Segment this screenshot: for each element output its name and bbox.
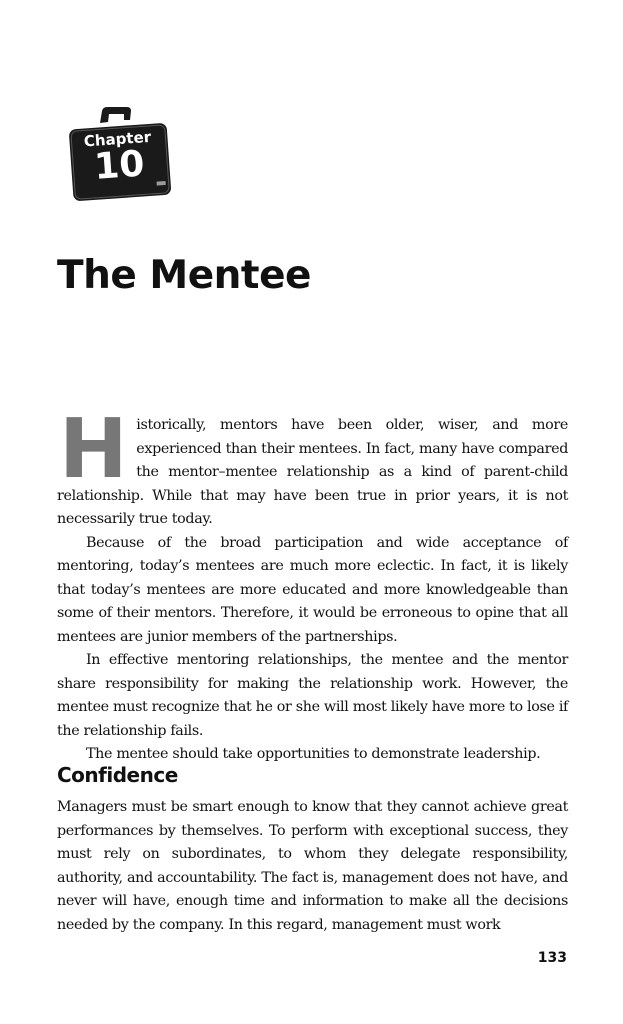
badge-chapter-number: 10 <box>92 143 146 188</box>
intro-paragraph-3: In effective mentoring relationships, the mentee and the mentor share responsibility for making the relationship work. However, the mentee must recognize that he or she will most likely have more to lose if the relationship fails. <box>57 652 568 739</box>
badge-chapter-word: Chapter <box>83 127 152 151</box>
dropcap-letter: H <box>59 402 128 497</box>
intro-paragraph-1-text: istorically, mentors have been older, wiser, and more experienced than their mentees. In fact, many have compared the mentor–mentee relationship as a kind of parent-child relationship. While that may have been true in prior years, it is not necessarily true today. <box>57 417 568 527</box>
section-paragraph-1: Managers must be smart enough to know that they cannot achieve great performances by themselves. To perform with exceptional success, they must rely on subordinates, to whom they delegate responsibility, authority, and accountability. The fact is, management does not have, and never will have, enough time and information to make all the decisions needed by the company. In this regard, management must work <box>57 799 568 933</box>
chapter-title: The Mentee <box>57 253 311 298</box>
page-number: 133 <box>537 950 567 966</box>
intro-text <box>57 402 568 767</box>
intro-paragraph-2: Because of the broad participation and wide acceptance of mentoring, today’s mentees are much more eclectic. In fact, it is likely that today’s mentees are more educated and more knowledgeable than some of their mentors. Therefore, it would be erroneous to opine that all mentees are junior members of the partnerships. <box>57 534 568 645</box>
chapter-badge <box>67 106 175 202</box>
intro-paragraph-1 <box>57 402 568 532</box>
intro-paragraph-4: The mentee should take opportunities to demonstrate leadership. <box>86 746 541 762</box>
section-heading: Confidence <box>57 763 178 787</box>
section-text <box>57 796 568 937</box>
